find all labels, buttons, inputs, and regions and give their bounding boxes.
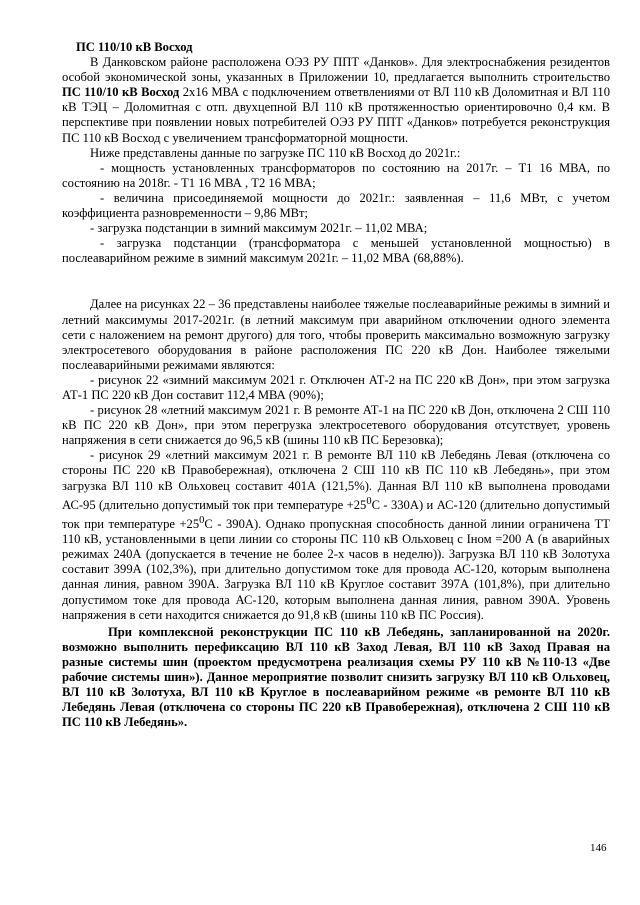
paragraph-figures-overview: Далее на рисунках 22 – 36 представлены наиболее тяжелые послеаварийные режимы в зимний и летний максимумы 2017-2021г. (в летний максимум при аварийном отключении одного элемента сети с наложением на ремонт другого) для того, чтобы проверить максимально возможную загрузку электросетевого оборудования в районе расположения ПС 220 кВ Дон. Наиболее тяжелыми послеаварийными режимами являются: bbox=[62, 297, 610, 372]
page-number: 146 bbox=[590, 842, 607, 854]
intro-substation-name: ПС 110/10 кВ Восход bbox=[62, 85, 180, 100]
fig29-text-b: С - 330А) и АС-120 (длительно допустимый ток при температуре +25 bbox=[62, 497, 610, 532]
paragraph-load-data: Ниже представлены данные по загрузке ПС 110 кВ Восход до 2021г.: bbox=[90, 145, 461, 160]
intro-text-start: В Данковском районе расположена ОЭЗ РУ ППТ «Данков». Для электроснабжения резидентов особой экономической зоны, указанных в Приложении 10, предлагается выполнить строительство bbox=[62, 55, 610, 85]
item-figure-28: - рисунок 28 «летний максимум 2021 г. В ремонте АТ-1 на ПС 220 кВ Дон, отключена 2 СШ 110 кВ ПС 220 кВ Дон», при этом перегрузка электросетевого оборудования отсутствует, уровень напряжения в сети снижается до 96,5 кВ (шины 110 кВ ПС Березовка); bbox=[62, 403, 610, 448]
section-heading: ПС 110/10 кВ Восход bbox=[76, 40, 193, 54]
document-page bbox=[62, 40, 610, 730]
fig29-text-a: - рисунок 29 «летний максимум 2021 г. В ремонте ВЛ 110 кВ Лебедянь Левая (отключена со стороны ПС 220 кВ Правобережная), отключена 2 СШ 110 кВ ПС 110 кВ Лебедянь», при этом загрузка ВЛ 110 кВ Ольховец составит 401А (121,5%). Данная ВЛ 110 кВ выполнена проводами АС-95 (длительно допустимый ток при температуре +25 bbox=[62, 448, 610, 512]
paragraph-reconstruction: При комплексной реконструкции ПС 110 кВ Лебедянь, запланированной на 2020г. возможно выполнить перефиксацию ВЛ 110 кВ Заход Левая, ВЛ 110 кВ Заход Правая на разные системы шин (проектом предусмотрена реализация схемы РУ 110 кВ №110-13 «Две рабочие системы шин»). Данное мероприятие позволит снизить загрузку ВЛ 110 кВ Ольховец, ВЛ 110 кВ Золотуха, ВЛ 110 кВ Круглое в послеаварийном режиме «в ремонте ВЛ 110 кВ Лебедянь Левая (отключена со стороны ПС 220 кВ Правобережная), отключена 2 СШ 110 кВ ПС 110 кВ Лебедянь». bbox=[62, 624, 610, 730]
bullet-connected-power: - величина присоединяемой мощности до 2021г.: заявленная – 11,6 МВт, с учетом коэффициента разновременности – 9,86 МВт; bbox=[62, 190, 610, 221]
fig29-sup-2: 0 bbox=[199, 514, 205, 526]
intro-text-end: 2х16 МВА с подключением ответвлениями от ВЛ 110 кВ Доломитная и ВЛ 110 кВ ТЭЦ – Доломитная с отп. двухцепной ВЛ 110 кВ протяженностью ориентировочно 0,4 км. В перспективе при появлении новых потребителей ОЭЗ РУ ППТ «Данков» потребуется реконструкция ПС 110 кВ Восход с увеличением трансформаторной мощности. bbox=[62, 85, 610, 145]
bullet-emergency-load: - загрузка подстанции (трансформатора с меньшей установленной мощностью) в послеаварийном режиме в зимний максимум 2021г. – 11,02 МВА (68,88%). bbox=[62, 236, 610, 266]
item-figure-29 bbox=[62, 448, 610, 622]
bullet-winter-load: - загрузка подстанции в зимний максимум 2021г. – 11,02 МВА; bbox=[90, 221, 428, 236]
spacer bbox=[62, 266, 610, 297]
fig29-text-c: С - 390А). Однако пропускная способность данной линии ограничена ТТ 110 кВ, установленными в цепи линии со стороны ПС 110 кВ Ольховец с Iном =200 А (в аварийных режимах 240А (допускается в течение не более 2-х часов в неделю)). Загрузка ВЛ 110 кВ Золотуха составит 399А (102,3%), при длительно допустимом токе для провода АС-120, которым выполнена данная линия, равном 390А. Загрузка ВЛ 110 кВ Круглое составит 397А (101,8%), при длительно допустимом токе для провода АС-120, которым выполнена данная линия, равном 390А. Уровень напряжения в сети находится снижается до 91,8 кВ (шины 110 кВ ПС Россия). bbox=[62, 517, 610, 622]
item-figure-22: - рисунок 22 «зимний максимум 2021 г. Отключен АТ-2 на ПС 220 кВ Дон», при этом загрузка АТ-1 ПС 220 кВ Дон составит 112,4 МВА (90%); bbox=[62, 372, 610, 402]
paragraph-intro bbox=[62, 55, 610, 146]
bullet-transformer-power: - мощность установленных трансформаторов по состоянию на 2017г. – Т1 16 МВА, по состоянию на 2018г. - Т1 16 МВА , Т2 16 МВА; bbox=[62, 160, 610, 190]
fig29-sup-1: 0 bbox=[366, 495, 372, 507]
